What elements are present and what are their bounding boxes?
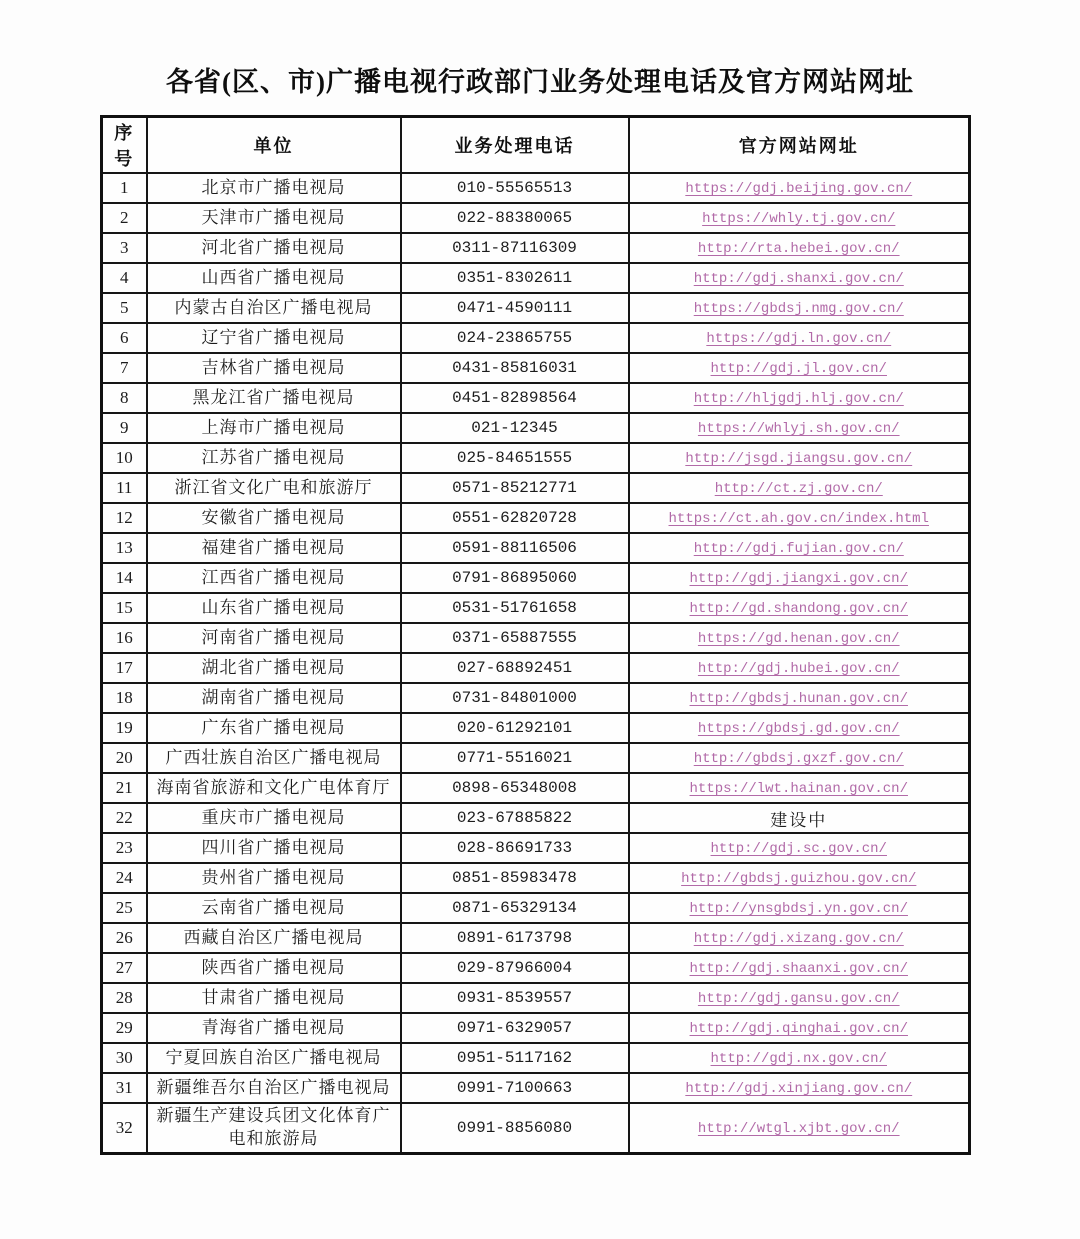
unit-cell bbox=[147, 983, 401, 1013]
table-row bbox=[102, 863, 970, 893]
phone-number: 0871-65329134 bbox=[452, 899, 577, 917]
unit-name: 上海市广播电视局 bbox=[201, 417, 346, 437]
phone-number: 0311-87116309 bbox=[452, 239, 577, 257]
row-number-cell bbox=[102, 353, 147, 383]
unit-name: 青海省广播电视局 bbox=[201, 1017, 346, 1037]
table-row bbox=[102, 893, 970, 923]
website-cell bbox=[629, 353, 970, 383]
row-number-cell bbox=[102, 653, 147, 683]
unit-name: 广西壮族自治区广播电视局 bbox=[165, 747, 382, 767]
unit-cell bbox=[147, 593, 401, 623]
website-cell bbox=[629, 203, 970, 233]
row-number: 3 bbox=[120, 238, 129, 257]
row-number: 11 bbox=[116, 478, 133, 497]
row-number: 4 bbox=[120, 268, 129, 287]
row-number: 21 bbox=[115, 778, 133, 797]
table-row bbox=[102, 503, 970, 533]
table-row bbox=[102, 413, 970, 443]
website-link[interactable]: http://gdj.shaanxi.gov.cn/ bbox=[689, 961, 908, 977]
row-number: 6 bbox=[120, 328, 129, 347]
phone-number: 0991-8856080 bbox=[456, 1118, 573, 1137]
phone-number: 0731-84801000 bbox=[452, 689, 577, 707]
unit-name: 湖北省广播电视局 bbox=[201, 657, 346, 677]
row-number-cell bbox=[102, 803, 147, 833]
unit-name: 江苏省广播电视局 bbox=[201, 447, 346, 467]
phone-number: 0991-7100663 bbox=[456, 1079, 573, 1097]
website-link[interactable]: http://gdj.shanxi.gov.cn/ bbox=[693, 271, 904, 287]
unit-name: 云南省广播电视局 bbox=[201, 897, 346, 917]
table-row bbox=[102, 983, 970, 1013]
phone-cell bbox=[401, 1043, 629, 1073]
row-number: 9 bbox=[120, 418, 129, 437]
row-number: 16 bbox=[115, 628, 133, 647]
row-number-cell bbox=[102, 503, 147, 533]
phone-number: 0431-85816031 bbox=[452, 359, 577, 377]
phone-cell bbox=[401, 983, 629, 1013]
website-link[interactable]: http://rta.hebei.gov.cn/ bbox=[697, 241, 900, 257]
phone-cell bbox=[401, 533, 629, 563]
table-row bbox=[102, 353, 970, 383]
table-row bbox=[102, 743, 970, 773]
table-row bbox=[102, 1073, 970, 1103]
unit-cell bbox=[147, 353, 401, 383]
row-number: 31 bbox=[115, 1078, 133, 1097]
table-row bbox=[102, 773, 970, 803]
table-row bbox=[102, 683, 970, 713]
row-number-cell bbox=[102, 773, 147, 803]
unit-cell bbox=[147, 443, 401, 473]
unit-cell bbox=[147, 233, 401, 263]
phone-cell bbox=[401, 923, 629, 953]
row-number-cell bbox=[102, 233, 147, 263]
unit-cell bbox=[147, 383, 401, 413]
website-link[interactable]: http://wtgl.xjbt.gov.cn/ bbox=[697, 1120, 900, 1137]
table-row bbox=[102, 833, 970, 863]
row-number-cell bbox=[102, 1103, 147, 1153]
phone-number: 024-23865755 bbox=[456, 329, 573, 347]
phone-cell bbox=[401, 833, 629, 863]
phone-number: 0971-6329057 bbox=[456, 1019, 573, 1037]
row-number: 28 bbox=[115, 988, 133, 1007]
phone-number: 029-87966004 bbox=[456, 959, 573, 977]
table-row bbox=[102, 293, 970, 323]
unit-cell bbox=[147, 1103, 401, 1153]
unit-cell bbox=[147, 563, 401, 593]
website-cell bbox=[629, 893, 970, 923]
unit-cell bbox=[147, 893, 401, 923]
website-link[interactable]: http://gdj.jiangxi.gov.cn/ bbox=[689, 571, 908, 587]
row-number: 13 bbox=[115, 538, 133, 557]
row-number: 2 bbox=[120, 208, 129, 227]
table-row bbox=[102, 563, 970, 593]
website-link[interactable]: http://hljgdj.hlj.gov.cn/ bbox=[693, 391, 904, 407]
website-cell bbox=[629, 383, 970, 413]
website-link[interactable]: http://gbdsj.hunan.gov.cn/ bbox=[689, 691, 908, 707]
unit-name: 河北省广播电视局 bbox=[201, 237, 346, 257]
phone-number: 0531-51761658 bbox=[452, 599, 577, 617]
row-number-cell bbox=[102, 863, 147, 893]
table-row bbox=[102, 1013, 970, 1043]
unit-cell bbox=[147, 533, 401, 563]
unit-cell bbox=[147, 773, 401, 803]
phone-cell bbox=[401, 443, 629, 473]
website-link[interactable]: https://gbdsj.nmg.gov.cn/ bbox=[693, 301, 904, 317]
unit-name: 陕西省广播电视局 bbox=[201, 957, 346, 977]
phone-cell bbox=[401, 473, 629, 503]
unit-cell bbox=[147, 413, 401, 443]
unit-cell bbox=[147, 713, 401, 743]
website-cell bbox=[629, 323, 970, 353]
phone-cell bbox=[401, 563, 629, 593]
phone-cell bbox=[401, 803, 629, 833]
unit-name: 重庆市广播电视局 bbox=[201, 807, 346, 827]
unit-name: 河南省广播电视局 bbox=[201, 627, 346, 647]
website-link[interactable]: https://whlyj.sh.gov.cn/ bbox=[697, 421, 900, 437]
website-cell bbox=[629, 563, 970, 593]
table-row bbox=[102, 233, 970, 263]
phone-number: 0351-8302611 bbox=[456, 269, 573, 287]
unit-name: 四川省广播电视局 bbox=[201, 837, 346, 857]
row-number-cell bbox=[102, 893, 147, 923]
unit-name: 新疆生产建设兵团文化体育广电和旅游局 bbox=[156, 1106, 391, 1148]
phone-cell bbox=[401, 1073, 629, 1103]
unit-cell bbox=[147, 323, 401, 353]
row-number: 30 bbox=[115, 1048, 133, 1067]
table-row bbox=[102, 623, 970, 653]
phone-cell bbox=[401, 953, 629, 983]
row-number-cell bbox=[102, 563, 147, 593]
table-row bbox=[102, 173, 970, 203]
website-link[interactable]: https://whly.tj.gov.cn/ bbox=[702, 211, 896, 227]
table-row bbox=[102, 923, 970, 953]
row-number: 19 bbox=[115, 718, 133, 737]
website-cell bbox=[629, 1013, 970, 1043]
phone-cell bbox=[401, 713, 629, 743]
unit-name: 新疆维吾尔自治区广播电视局 bbox=[156, 1077, 391, 1097]
unit-cell bbox=[147, 623, 401, 653]
website-cell bbox=[629, 503, 970, 533]
unit-name: 宁夏回族自治区广播电视局 bbox=[165, 1047, 382, 1067]
table-row bbox=[102, 323, 970, 353]
unit-cell bbox=[147, 863, 401, 893]
table-row bbox=[102, 1103, 970, 1153]
website-cell bbox=[629, 263, 970, 293]
phone-number: 028-86691733 bbox=[456, 839, 573, 857]
website-cell bbox=[629, 293, 970, 323]
website-cell bbox=[629, 623, 970, 653]
website-link[interactable]: http://ct.zj.gov.cn/ bbox=[714, 481, 883, 497]
table-row bbox=[102, 713, 970, 743]
website-cell bbox=[629, 593, 970, 623]
row-number: 17 bbox=[115, 658, 133, 677]
phone-cell bbox=[401, 383, 629, 413]
unit-cell bbox=[147, 1073, 401, 1103]
row-number: 32 bbox=[115, 1117, 133, 1137]
unit-name: 内蒙古自治区广播电视局 bbox=[174, 297, 373, 317]
website-link[interactable]: https://lwt.hainan.gov.cn/ bbox=[689, 781, 908, 797]
website-cell bbox=[629, 653, 970, 683]
unit-name: 湖南省广播电视局 bbox=[201, 687, 346, 707]
table-row bbox=[102, 533, 970, 563]
row-number-cell bbox=[102, 833, 147, 863]
phone-number: 021-12345 bbox=[471, 419, 558, 437]
website-cell bbox=[629, 1073, 970, 1103]
phone-number: 0791-86895060 bbox=[452, 569, 577, 587]
website-cell bbox=[629, 833, 970, 863]
row-number-cell bbox=[102, 1013, 147, 1043]
website-cell bbox=[629, 803, 970, 833]
row-number-cell bbox=[102, 713, 147, 743]
unit-name: 江西省广播电视局 bbox=[201, 567, 346, 587]
row-number: 24 bbox=[115, 868, 133, 887]
row-number-cell bbox=[102, 683, 147, 713]
row-number-cell bbox=[102, 173, 147, 203]
row-number-cell bbox=[102, 413, 147, 443]
website-cell bbox=[629, 953, 970, 983]
website-link[interactable]: https://gbdsj.gd.gov.cn/ bbox=[697, 721, 900, 737]
header-unit: 单位 bbox=[147, 117, 401, 174]
row-number-cell bbox=[102, 593, 147, 623]
phone-number: 0951-5117162 bbox=[456, 1049, 573, 1067]
header-phone: 业务处理电话 bbox=[401, 117, 629, 174]
website-link[interactable]: http://gdj.qinghai.gov.cn/ bbox=[689, 1021, 908, 1037]
website-link[interactable]: http://gdj.sc.gov.cn/ bbox=[710, 841, 887, 857]
website-link[interactable]: http://gdj.hubei.gov.cn/ bbox=[697, 661, 900, 677]
page-title: 各省(区、市)广播电视行政部门业务处理电话及官方网站网址 bbox=[166, 67, 914, 97]
phone-cell bbox=[401, 203, 629, 233]
row-number: 14 bbox=[115, 568, 133, 587]
phone-number: 0371-65887555 bbox=[452, 629, 577, 647]
unit-cell bbox=[147, 743, 401, 773]
phone-cell bbox=[401, 293, 629, 323]
table-row bbox=[102, 953, 970, 983]
unit-cell bbox=[147, 1013, 401, 1043]
website-link: 建设中 bbox=[770, 810, 828, 830]
phone-number: 0891-6173798 bbox=[456, 929, 573, 947]
website-link[interactable]: http://jsgd.jiangsu.gov.cn/ bbox=[685, 451, 913, 467]
unit-name: 黑龙江省广播电视局 bbox=[192, 387, 355, 407]
website-link[interactable]: http://gdj.gansu.gov.cn/ bbox=[697, 991, 900, 1007]
phone-cell bbox=[401, 263, 629, 293]
phone-cell bbox=[401, 683, 629, 713]
row-number: 29 bbox=[115, 1018, 133, 1037]
row-number-cell bbox=[102, 953, 147, 983]
phone-number: 025-84651555 bbox=[456, 449, 573, 467]
website-cell bbox=[629, 713, 970, 743]
row-number: 27 bbox=[115, 958, 133, 977]
phone-number: 0931-8539557 bbox=[456, 989, 573, 1007]
phone-cell bbox=[401, 863, 629, 893]
row-number: 15 bbox=[115, 598, 133, 617]
row-number-cell bbox=[102, 443, 147, 473]
row-number: 26 bbox=[115, 928, 133, 947]
phone-cell bbox=[401, 623, 629, 653]
phone-number: 0898-65348008 bbox=[452, 779, 577, 797]
website-cell bbox=[629, 773, 970, 803]
row-number: 23 bbox=[115, 838, 133, 857]
header-website: 官方网站网址 bbox=[629, 117, 970, 174]
phone-cell bbox=[401, 353, 629, 383]
phone-number: 0851-85983478 bbox=[452, 869, 577, 887]
website-cell bbox=[629, 1103, 970, 1153]
row-number-cell bbox=[102, 983, 147, 1013]
contacts-table bbox=[100, 115, 971, 1155]
row-number: 20 bbox=[115, 748, 133, 767]
row-number-cell bbox=[102, 623, 147, 653]
unit-name: 北京市广播电视局 bbox=[201, 177, 346, 197]
phone-cell bbox=[401, 323, 629, 353]
website-cell bbox=[629, 533, 970, 563]
unit-cell bbox=[147, 503, 401, 533]
phone-number: 010-55565513 bbox=[456, 179, 573, 197]
website-link[interactable]: http://gdj.nx.gov.cn/ bbox=[710, 1051, 887, 1067]
row-number-cell bbox=[102, 263, 147, 293]
table-row bbox=[102, 473, 970, 503]
phone-cell bbox=[401, 773, 629, 803]
row-number-cell bbox=[102, 1043, 147, 1073]
table-row bbox=[102, 803, 970, 833]
website-cell bbox=[629, 473, 970, 503]
phone-number: 027-68892451 bbox=[456, 659, 573, 677]
unit-name: 山西省广播电视局 bbox=[201, 267, 346, 287]
table-row bbox=[102, 443, 970, 473]
phone-cell bbox=[401, 173, 629, 203]
website-link[interactable]: http://gbdsj.gxzf.gov.cn/ bbox=[693, 751, 904, 767]
row-number: 1 bbox=[120, 178, 129, 197]
table-row bbox=[102, 1043, 970, 1073]
unit-name: 海南省旅游和文化广电体育厅 bbox=[156, 777, 391, 797]
row-number: 8 bbox=[120, 388, 129, 407]
website-link[interactable]: http://ynsgbdsj.yn.gov.cn/ bbox=[689, 901, 908, 917]
unit-name: 辽宁省广播电视局 bbox=[201, 327, 346, 347]
unit-cell bbox=[147, 653, 401, 683]
row-number-cell bbox=[102, 323, 147, 353]
row-number-cell bbox=[102, 743, 147, 773]
website-cell bbox=[629, 923, 970, 953]
website-link[interactable]: https://gdj.ln.gov.cn/ bbox=[706, 331, 892, 347]
website-cell bbox=[629, 983, 970, 1013]
phone-number: 020-61292101 bbox=[456, 719, 573, 737]
phone-number: 0451-82898564 bbox=[452, 389, 577, 407]
table-row bbox=[102, 383, 970, 413]
row-number-cell bbox=[102, 533, 147, 563]
row-number-cell bbox=[102, 473, 147, 503]
website-link[interactable]: http://gdj.jl.gov.cn/ bbox=[710, 361, 887, 377]
row-number-cell bbox=[102, 1073, 147, 1103]
unit-name: 安徽省广播电视局 bbox=[201, 507, 346, 527]
website-link[interactable]: https://gdj.beijing.gov.cn/ bbox=[685, 181, 913, 197]
website-cell bbox=[629, 233, 970, 263]
phone-cell bbox=[401, 893, 629, 923]
table-row bbox=[102, 593, 970, 623]
unit-cell bbox=[147, 293, 401, 323]
unit-name: 浙江省文化广电和旅游厅 bbox=[174, 477, 373, 497]
website-cell bbox=[629, 173, 970, 203]
website-link[interactable]: http://gdj.xizang.gov.cn/ bbox=[693, 931, 904, 947]
unit-cell bbox=[147, 203, 401, 233]
row-number: 25 bbox=[115, 898, 133, 917]
table-row bbox=[102, 263, 970, 293]
row-number-cell bbox=[102, 383, 147, 413]
unit-cell bbox=[147, 473, 401, 503]
unit-cell bbox=[147, 683, 401, 713]
phone-cell bbox=[401, 1013, 629, 1043]
unit-cell bbox=[147, 923, 401, 953]
phone-cell bbox=[401, 503, 629, 533]
unit-name: 贵州省广播电视局 bbox=[201, 867, 346, 887]
phone-number: 022-88380065 bbox=[456, 209, 573, 227]
website-link[interactable]: http://gbdsj.guizhou.gov.cn/ bbox=[681, 871, 917, 887]
row-number: 5 bbox=[120, 298, 129, 317]
row-number: 12 bbox=[115, 508, 133, 527]
phone-cell bbox=[401, 653, 629, 683]
unit-cell bbox=[147, 953, 401, 983]
website-cell bbox=[629, 443, 970, 473]
phone-number: 0771-5516021 bbox=[456, 749, 573, 767]
website-cell bbox=[629, 863, 970, 893]
row-number: 7 bbox=[120, 358, 129, 377]
header-serial-number: 序号 bbox=[102, 117, 147, 174]
website-link[interactable]: https://gd.henan.gov.cn/ bbox=[697, 631, 900, 647]
unit-name: 广东省广播电视局 bbox=[201, 717, 346, 737]
table-row bbox=[102, 203, 970, 233]
row-number: 22 bbox=[115, 808, 133, 827]
website-cell bbox=[629, 683, 970, 713]
table-header-row bbox=[102, 117, 970, 174]
phone-number: 023-67885822 bbox=[456, 809, 573, 827]
row-number: 10 bbox=[115, 448, 133, 467]
phone-number: 0551-62820728 bbox=[452, 509, 577, 527]
unit-name: 吉林省广播电视局 bbox=[201, 357, 346, 377]
website-cell bbox=[629, 413, 970, 443]
unit-name: 甘肃省广播电视局 bbox=[201, 987, 346, 1007]
unit-cell bbox=[147, 173, 401, 203]
phone-number: 0471-4590111 bbox=[456, 299, 573, 317]
website-cell bbox=[629, 1043, 970, 1073]
website-link[interactable]: http://gdj.fujian.gov.cn/ bbox=[693, 541, 904, 557]
unit-cell bbox=[147, 1043, 401, 1073]
unit-name: 山东省广播电视局 bbox=[201, 597, 346, 617]
phone-cell bbox=[401, 1103, 629, 1153]
unit-name: 西藏自治区广播电视局 bbox=[183, 927, 364, 947]
row-number-cell bbox=[102, 923, 147, 953]
unit-name: 福建省广播电视局 bbox=[201, 537, 346, 557]
website-link[interactable]: http://gdj.xinjiang.gov.cn/ bbox=[685, 1081, 913, 1097]
website-link[interactable]: https://ct.ah.gov.cn/index.html bbox=[668, 511, 929, 527]
row-number-cell bbox=[102, 203, 147, 233]
website-link[interactable]: http://gd.shandong.gov.cn/ bbox=[689, 601, 908, 617]
row-number: 18 bbox=[115, 688, 133, 707]
unit-cell bbox=[147, 803, 401, 833]
unit-cell bbox=[147, 833, 401, 863]
website-cell bbox=[629, 743, 970, 773]
unit-cell bbox=[147, 263, 401, 293]
phone-number: 0571-85212771 bbox=[452, 479, 577, 497]
phone-cell bbox=[401, 593, 629, 623]
row-number-cell bbox=[102, 293, 147, 323]
phone-cell bbox=[401, 413, 629, 443]
phone-number: 0591-88116506 bbox=[452, 539, 577, 557]
unit-name: 天津市广播电视局 bbox=[201, 207, 346, 227]
table-row bbox=[102, 653, 970, 683]
phone-cell bbox=[401, 233, 629, 263]
phone-cell bbox=[401, 743, 629, 773]
